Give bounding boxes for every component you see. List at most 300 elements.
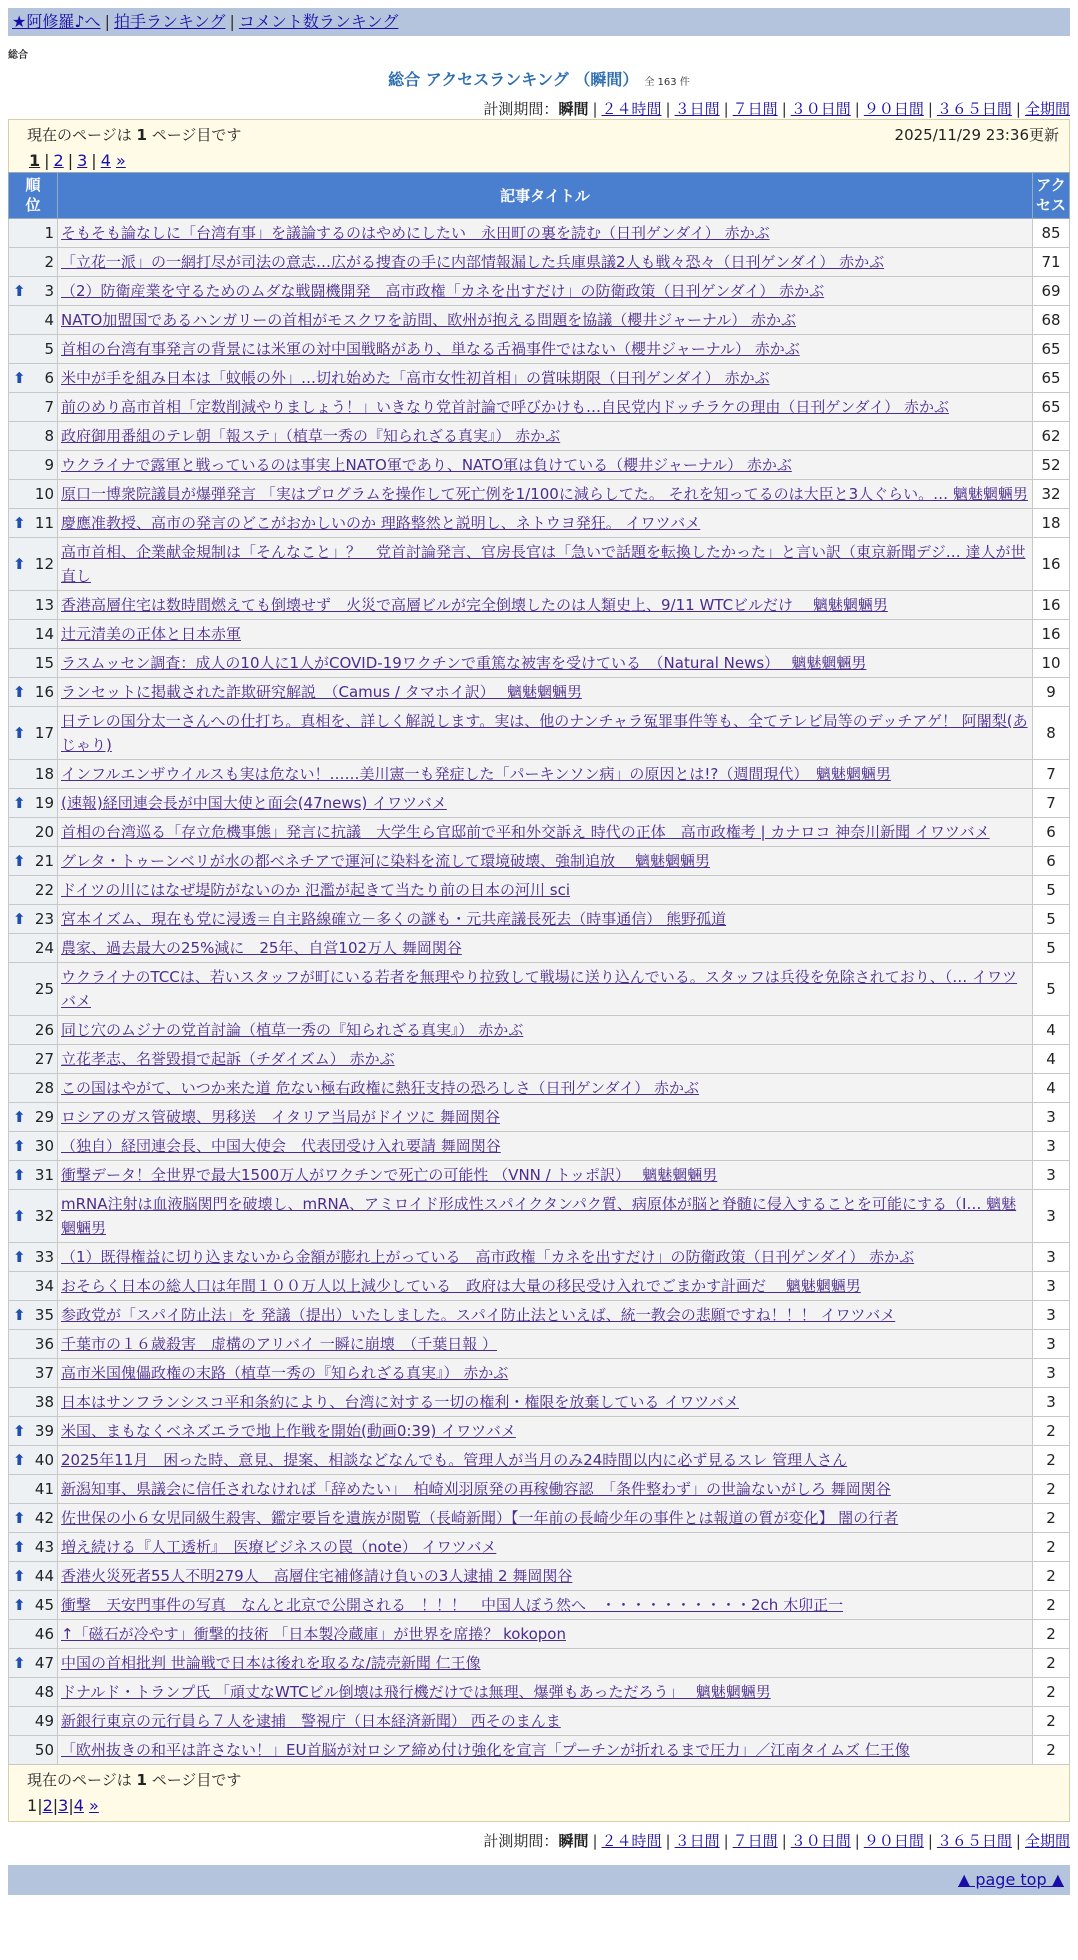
rank-number: 22 xyxy=(34,881,54,899)
article-link[interactable]: インフルエンザウイルスも実は危ない！……美川憲一も発症した「パーキンソン病」の原因とは!?（週間現代） 魑魅魍魎男 xyxy=(61,765,891,783)
period-option-1[interactable]: ２４時間 xyxy=(601,100,662,118)
access-count: 3 xyxy=(1033,1272,1070,1301)
period-option-4[interactable]: ３０日間 xyxy=(790,1832,851,1850)
title-cell xyxy=(58,789,1033,818)
rank-cell xyxy=(9,905,58,934)
article-link[interactable]: ドナルド・トランプ氏 「頑丈なWTCビル倒壊は飛行機だけでは無理、爆弾もあっただろう」 魑魅魍魎男 xyxy=(61,1683,771,1701)
rank-cell xyxy=(9,1649,58,1678)
article-link[interactable]: 新銀行東京の元行員ら７人を逮捕 警視庁（日本経済新聞） 西そのまんま xyxy=(61,1712,561,1730)
article-link[interactable]: 衝撃データ！全世界で最大1500万人がワクチンで死亡の可能性 （VNN / トッポ訳） 魑魅魍魎男 xyxy=(61,1166,718,1184)
table-row xyxy=(9,219,1070,248)
table-row xyxy=(9,509,1070,538)
table-row xyxy=(9,1388,1070,1417)
title-cell xyxy=(58,509,1033,538)
title-cell xyxy=(58,364,1033,393)
rank-cell xyxy=(9,1475,58,1504)
table-row xyxy=(9,1301,1070,1330)
rank-number: 3 xyxy=(44,282,54,300)
title-cell xyxy=(58,1272,1033,1301)
article-link[interactable]: 衝撃 天安門事件の写真 なんと北京で公開される ！！！ 中国人ぼう然へ ・・・・・・・・・・2ch 木卯正一 xyxy=(61,1596,844,1614)
access-count: 2 xyxy=(1033,1591,1070,1620)
period-option-5[interactable]: ９０日間 xyxy=(863,1832,924,1850)
up-arrow-icon: ⬆ xyxy=(13,282,26,300)
rank-number: 12 xyxy=(34,555,54,573)
title-cell xyxy=(58,451,1033,480)
table-row xyxy=(9,1446,1070,1475)
page-title-text: 総合 アクセスランキング （瞬間） xyxy=(388,70,639,89)
table-row xyxy=(9,451,1070,480)
table-row xyxy=(9,818,1070,847)
title-cell xyxy=(58,818,1033,847)
article-link[interactable]: そもそも論なしに「台湾有事」を議論するのはやめにしたい 永田町の裏を読む（日刊ゲンダイ） 赤かぶ xyxy=(61,224,770,242)
rank-cell xyxy=(9,393,58,422)
rank-cell xyxy=(9,335,58,364)
table-row xyxy=(9,1736,1070,1765)
rank-cell xyxy=(9,649,58,678)
access-count: 8 xyxy=(1033,707,1070,760)
article-link[interactable]: ラスムッセン調査：成人の10人に1人がCOVID-19ワクチンで重篤な被害を受けている （Natural News） 魑魅魍魎男 xyxy=(61,654,867,672)
article-link[interactable]: 千葉市の１６歳殺害 虚構のアリバイ 一瞬に崩壊 （千葉日報 ） xyxy=(61,1335,497,1353)
rank-number: 35 xyxy=(34,1306,54,1324)
rank-cell xyxy=(9,876,58,905)
title-cell xyxy=(58,1161,1033,1190)
rank-number: 40 xyxy=(34,1451,54,1469)
nav-clap-ranking-link[interactable]: 拍手ランキング xyxy=(113,12,226,31)
title-cell xyxy=(58,1591,1033,1620)
rank-number: 8 xyxy=(44,427,54,445)
rank-cell xyxy=(9,707,58,760)
rank-cell xyxy=(9,422,58,451)
up-arrow-icon: ⬆ xyxy=(13,1596,26,1614)
access-count: 5 xyxy=(1033,876,1070,905)
page-link-2[interactable]: 2 xyxy=(42,1796,53,1815)
table-row xyxy=(9,1132,1070,1161)
rank-cell xyxy=(9,1678,58,1707)
rank-cell xyxy=(9,509,58,538)
article-link[interactable]: 米中が手を組み日本は「蚊帳の外」…切れ始めた「高市女性初首相」の賞味期限（日刊ゲンダイ） 赤かぶ xyxy=(61,369,770,387)
rank-number: 39 xyxy=(34,1422,54,1440)
table-row xyxy=(9,1533,1070,1562)
article-link[interactable]: 増え続ける『人工透析』 医療ビジネスの罠（note） イワツバメ xyxy=(61,1538,497,1556)
access-count: 2 xyxy=(1033,1620,1070,1649)
table-row xyxy=(9,248,1070,277)
table-row xyxy=(9,1417,1070,1446)
period-option-7[interactable]: 全期間 xyxy=(1024,100,1070,118)
up-arrow-icon: ⬆ xyxy=(13,1451,26,1469)
article-link[interactable]: 首相の台湾有事発言の背景には米軍の対中国戦略があり、単なる舌禍事件ではない（櫻井ジャーナル） 赤かぶ xyxy=(61,340,800,358)
rank-cell xyxy=(9,1620,58,1649)
article-link[interactable]: 香港高層住宅は数時間燃えても倒壊せず 火災で高層ビルが完全倒壊したのは人類史上、9/11 WTCビルだけ 魑魅魍魎男 xyxy=(61,596,888,614)
article-link[interactable]: この国はやがて、いつか来た道 危ない極右政権に熱狂支持の恐ろしさ（日刊ゲンダイ） 赤かぶ xyxy=(61,1079,700,1097)
title-cell xyxy=(58,393,1033,422)
period-label: 計測期間： xyxy=(483,100,559,118)
rank-number: 47 xyxy=(34,1654,54,1672)
access-count: 3 xyxy=(1033,1190,1070,1243)
title-cell xyxy=(58,1649,1033,1678)
access-count: 4 xyxy=(1033,1074,1070,1103)
article-link[interactable]: 農家、過去最大の25%減に 25年、自営102万人 舞岡関谷 xyxy=(61,939,462,957)
up-arrow-icon: ⬆ xyxy=(13,555,26,573)
rank-cell xyxy=(9,1504,58,1533)
period-selector-top: 計測期間：瞬間 | ２４時間 | ３日間 | ７日間 | ３０日間 | ９０日間 | ３６５日間 | 全期間 xyxy=(483,100,1070,118)
rank-number: 30 xyxy=(34,1137,54,1155)
article-link[interactable]: ウクライナで露軍と戦っているのは事実上NATO軍であり、NATO軍は負けている（櫻井ジャーナル） 赤かぶ xyxy=(61,456,792,474)
title-cell xyxy=(58,219,1033,248)
access-count: 2 xyxy=(1033,1533,1070,1562)
period-option-6[interactable]: ３６５日間 xyxy=(936,100,1012,118)
rank-cell xyxy=(9,1562,58,1591)
table-row xyxy=(9,649,1070,678)
article-link[interactable]: ウクライナのTCCは、若いスタッフが町にいる若者を無理やり拉致して戦場に送り込んでいる。スタッフは兵役を免除されており、（… イワツバメ xyxy=(61,968,1018,1010)
title-cell xyxy=(58,963,1033,1016)
rank-cell xyxy=(9,364,58,393)
article-link[interactable]: 政府御用番組のテレ朝「報ステ」（植草一秀の『知られざる真実』） 赤かぶ xyxy=(61,427,561,445)
title-cell xyxy=(58,1330,1033,1359)
rank-cell xyxy=(9,219,58,248)
article-link[interactable]: 辻元清美の正体と日本赤軍 xyxy=(61,625,242,643)
access-count: 3 xyxy=(1033,1161,1070,1190)
rank-number: 43 xyxy=(34,1538,54,1556)
rank-cell xyxy=(9,1388,58,1417)
article-link[interactable]: 「立花一派」の一網打尽が司法の意志…広がる捜査の手に内部情報漏した兵庫県議2人も戦々恐々（日刊ゲンダイ） 赤かぶ xyxy=(61,253,885,271)
article-link[interactable]: 日本はサンフランシスコ平和条約により、台湾に対する一切の権利・権限を放棄している イワツバメ xyxy=(61,1393,739,1411)
table-row xyxy=(9,591,1070,620)
table-row xyxy=(9,1190,1070,1243)
rank-number: 45 xyxy=(34,1596,54,1614)
title-cell xyxy=(58,1359,1033,1388)
table-row xyxy=(9,277,1070,306)
title-cell xyxy=(58,934,1033,963)
page-link-2[interactable]: 2 xyxy=(53,151,64,170)
access-count: 5 xyxy=(1033,934,1070,963)
up-arrow-icon: ⬆ xyxy=(13,514,26,532)
title-cell xyxy=(58,1707,1033,1736)
table-row xyxy=(9,1243,1070,1272)
article-link[interactable]: 参政党が「スパイ防止法」を 発議（提出）いたしました。スパイ防止法といえば、統一教会の悲願ですね！！！ イワツバメ xyxy=(61,1306,896,1324)
title-cell xyxy=(58,760,1033,789)
nav-home-link[interactable]: ★阿修羅♪へ xyxy=(12,12,101,31)
rank-cell xyxy=(9,451,58,480)
title-cell xyxy=(58,678,1033,707)
period-option-2[interactable]: ３日間 xyxy=(674,1832,720,1850)
article-link[interactable]: 高市米国傀儡政権の末路（植草一秀の『知られざる真実』） 赤かぶ xyxy=(61,1364,509,1382)
article-link[interactable]: ロシアのガス管破壊、男移送 イタリア当局がドイツに 舞岡関谷 xyxy=(61,1108,501,1126)
rank-number: 34 xyxy=(34,1277,54,1295)
access-count: 7 xyxy=(1033,760,1070,789)
rank-cell xyxy=(9,1016,58,1045)
article-link[interactable]: 慶應准教授、高市の発言のどこがおかしいのか 理路整然と説明し、ネトウヨ発狂。 イワツバメ xyxy=(61,514,701,532)
title-cell xyxy=(58,335,1033,364)
page-link-4[interactable]: 4 xyxy=(73,1796,84,1815)
access-count: 2 xyxy=(1033,1446,1070,1475)
access-count: 85 xyxy=(1033,219,1070,248)
access-count: 68 xyxy=(1033,306,1070,335)
rank-number: 48 xyxy=(34,1683,54,1701)
title-cell xyxy=(58,1132,1033,1161)
period-option-6[interactable]: ３６５日間 xyxy=(936,1832,1012,1850)
table-row xyxy=(9,364,1070,393)
rank-number: 36 xyxy=(34,1335,54,1353)
article-link[interactable]: 原口一博衆院議員が爆弾発言 「実はプログラムを操作して死亡例を1/100に減らしてた。 それを知ってるのは大臣と3人ぐらい。… 魑魅魍魎男 xyxy=(61,485,1028,503)
access-count: 3 xyxy=(1033,1330,1070,1359)
rank-cell xyxy=(9,1045,58,1074)
article-link[interactable]: 香港火災死者55人不明279人 高層住宅補修請け負いの3人逮捕 2 舞岡関谷 xyxy=(61,1567,573,1585)
period-option-1[interactable]: ２４時間 xyxy=(601,1832,662,1850)
table-row xyxy=(9,934,1070,963)
rank-number: 19 xyxy=(34,794,54,812)
title-cell xyxy=(58,1417,1033,1446)
rank-number: 14 xyxy=(34,625,54,643)
access-count: 2 xyxy=(1033,1475,1070,1504)
rank-number: 41 xyxy=(34,1480,54,1498)
title-cell xyxy=(58,707,1033,760)
title-cell xyxy=(58,1446,1033,1475)
up-arrow-icon: ⬆ xyxy=(13,910,26,928)
rank-number: 2 xyxy=(44,253,54,271)
period-label: 計測期間： xyxy=(483,1832,559,1850)
rank-cell xyxy=(9,277,58,306)
period-option-3[interactable]: ７日間 xyxy=(732,100,778,118)
article-link[interactable]: 「欧州抜きの和平は許さない！」EU首脳が対ロシア締め付け強化を宣言「プーチンが折れるまで圧力」／江南タイムズ 仁王像 xyxy=(61,1741,910,1759)
up-arrow-icon: ⬆ xyxy=(13,794,26,812)
page-title xyxy=(8,67,1070,90)
page-info-top xyxy=(8,119,1070,172)
title-cell xyxy=(58,847,1033,876)
rank-number: 44 xyxy=(34,1567,54,1585)
access-count: 65 xyxy=(1033,393,1070,422)
page-link-3[interactable]: 3 xyxy=(77,151,88,170)
access-count: 6 xyxy=(1033,847,1070,876)
up-arrow-icon: ⬆ xyxy=(13,683,26,701)
rank-cell xyxy=(9,1301,58,1330)
table-row xyxy=(9,335,1070,364)
access-count: 6 xyxy=(1033,818,1070,847)
access-count: 16 xyxy=(1033,591,1070,620)
table-row xyxy=(9,1359,1070,1388)
access-count: 2 xyxy=(1033,1649,1070,1678)
item-count: 全 163 件 xyxy=(644,77,690,88)
access-count: 5 xyxy=(1033,963,1070,1016)
title-cell xyxy=(58,1301,1033,1330)
title-cell xyxy=(58,1190,1033,1243)
table-row xyxy=(9,1161,1070,1190)
title-cell xyxy=(58,591,1033,620)
table-row xyxy=(9,538,1070,591)
article-link[interactable]: 新潟知事、県議会に信任されなければ「辞めたい」 柏崎刈羽原発の再稼働容認 「条件整わず」の世論ないがしろ 舞岡関谷 xyxy=(61,1480,891,1498)
rank-number: 32 xyxy=(34,1207,54,1225)
access-count: 2 xyxy=(1033,1504,1070,1533)
access-count: 18 xyxy=(1033,509,1070,538)
rank-cell xyxy=(9,1533,58,1562)
access-count: 2 xyxy=(1033,1562,1070,1591)
up-arrow-icon: ⬆ xyxy=(13,1207,26,1225)
rank-number: 10 xyxy=(34,485,54,503)
header-rank: 順位 xyxy=(9,173,58,219)
table-row xyxy=(9,1620,1070,1649)
article-link[interactable]: (速報)経団連会長が中国大使と面会(47news) イワツバメ xyxy=(61,794,447,812)
rank-cell xyxy=(9,1190,58,1243)
table-row xyxy=(9,1591,1070,1620)
title-cell xyxy=(58,1504,1033,1533)
up-arrow-icon: ⬆ xyxy=(13,1166,26,1184)
up-arrow-icon: ⬆ xyxy=(13,724,26,742)
title-cell xyxy=(58,277,1033,306)
table-row xyxy=(9,1649,1070,1678)
article-link[interactable]: ↑「磁石が冷やす」衝撃的技術 「日本製冷蔵庫」が世界を席捲？ kokopon xyxy=(61,1625,566,1643)
next-page-link[interactable]: » xyxy=(89,1796,99,1815)
article-link[interactable]: 立花孝志、名誉毀損で起訴（チダイズム） 赤かぶ xyxy=(61,1050,395,1068)
table-row xyxy=(9,963,1070,1016)
article-link[interactable]: 日テレの国分太一さんへの仕打ち。真相を、詳しく解説します。実は、他のナンチャラ冤罪事件等も、全てテレビ局等のデッチアゲ！ 阿闍梨(あじゃり) xyxy=(61,712,1028,754)
article-link[interactable]: おそらく日本の総人口は年間１００万人以上減少している 政府は大量の移民受け入れでごまかす計画だ 魑魅魍魎男 xyxy=(61,1277,861,1295)
article-link[interactable]: 米国、まもなくベネズエラで地上作戦を開始(動画0:39) イワツバメ xyxy=(61,1422,516,1440)
rank-number: 23 xyxy=(34,910,54,928)
table-row xyxy=(9,760,1070,789)
title-cell xyxy=(58,649,1033,678)
title-cell xyxy=(58,1736,1033,1765)
access-count: 7 xyxy=(1033,789,1070,818)
article-link[interactable]: 高市首相、企業献金規制は「そんなこと」？ 党首討論発言、官房長官は「急いで話題を転換したかった」と言い訳（東京新聞デジ… 達人が世直し xyxy=(61,543,1026,585)
table-row xyxy=(9,707,1070,760)
rank-cell xyxy=(9,1132,58,1161)
up-arrow-icon: ⬆ xyxy=(13,1306,26,1324)
nav-comment-ranking-link[interactable]: コメント数ランキング xyxy=(238,12,399,31)
table-row xyxy=(9,306,1070,335)
article-link[interactable]: （2）防衛産業を守るためのムダな戦闘機開発 高市政権「カネを出すだけ」の防衛政策（日刊ゲンダイ） 赤かぶ xyxy=(61,282,825,300)
up-arrow-icon: ⬆ xyxy=(13,1422,26,1440)
access-count: 69 xyxy=(1033,277,1070,306)
rank-cell xyxy=(9,1359,58,1388)
title-cell xyxy=(58,1074,1033,1103)
up-arrow-icon: ⬆ xyxy=(13,369,26,387)
page-top-link[interactable]: ▲ page top ▲ xyxy=(957,1870,1064,1889)
article-link[interactable]: （1）既得権益に切り込まないから金額が膨れ上がっている 高市政権「カネを出すだけ」の防衛政策（日刊ゲンダイ） 赤かぶ xyxy=(61,1248,915,1266)
access-count: 3 xyxy=(1033,1243,1070,1272)
table-row xyxy=(9,1678,1070,1707)
period-selector-bottom: 計測期間：瞬間 | ２４時間 | ３日間 | ７日間 | ３０日間 | ９０日間 | ３６５日間 | 全期間 xyxy=(483,1832,1070,1850)
article-link[interactable]: NATO加盟国であるハンガリーの首相がモスクワを訪問、欧州が抱える問題を協議（櫻井ジャーナル） 赤かぶ xyxy=(61,311,797,329)
access-count: 32 xyxy=(1033,480,1070,509)
rank-number: 6 xyxy=(44,369,54,387)
table-row xyxy=(9,789,1070,818)
rank-cell xyxy=(9,1591,58,1620)
rank-number: 29 xyxy=(34,1108,54,1126)
rank-cell xyxy=(9,1272,58,1301)
article-link[interactable]: （独自）経団連会長、中国大使会 代表団受け入れ要請 舞岡関谷 xyxy=(61,1137,501,1155)
article-link[interactable]: 前のめり高市首相「定数削減やりましょう！」いきなり党首討論で呼びかけも…自民党内ドッチラケの理由（日刊ゲンダイ） 赤かぶ xyxy=(61,398,949,416)
access-count: 3 xyxy=(1033,1103,1070,1132)
up-arrow-icon: ⬆ xyxy=(13,1567,26,1585)
title-cell xyxy=(58,1533,1033,1562)
category-label: 総合 xyxy=(8,50,28,61)
page-link-3[interactable]: 3 xyxy=(58,1796,69,1815)
rank-cell xyxy=(9,934,58,963)
access-count: 62 xyxy=(1033,422,1070,451)
table-row xyxy=(9,1330,1070,1359)
table-row xyxy=(9,1504,1070,1533)
table-row xyxy=(9,620,1070,649)
title-cell xyxy=(58,1103,1033,1132)
access-count: 2 xyxy=(1033,1707,1070,1736)
access-count: 16 xyxy=(1033,620,1070,649)
rank-cell xyxy=(9,1446,58,1475)
period-option-2[interactable]: ３日間 xyxy=(674,100,720,118)
page-link-1: 1 xyxy=(29,151,41,170)
rank-cell xyxy=(9,1417,58,1446)
rank-number: 15 xyxy=(34,654,54,672)
period-option-3[interactable]: ７日間 xyxy=(732,1832,778,1850)
article-link[interactable]: ドイツの川にはなぜ堤防がないのか 氾濫が起きて当たり前の日本の河川 sci xyxy=(61,881,571,899)
rank-number: 33 xyxy=(34,1248,54,1266)
article-link[interactable]: 中国の首相批判 世論戦で日本は後れを取るな/読売新聞 仁王像 xyxy=(61,1654,481,1672)
access-count: 65 xyxy=(1033,335,1070,364)
rank-number: 37 xyxy=(34,1364,54,1382)
rank-number: 28 xyxy=(34,1079,54,1097)
period-option-5[interactable]: ９０日間 xyxy=(863,100,924,118)
table-row xyxy=(9,480,1070,509)
rank-cell xyxy=(9,760,58,789)
ranking-table xyxy=(8,172,1070,1765)
table-row xyxy=(9,1045,1070,1074)
table-row xyxy=(9,393,1070,422)
article-link[interactable]: mRNA注射は血液脳関門を破壊し、mRNA、アミロイド形成性スパイクタンパク質、病原体が脳と脊髄に侵入することを可能にする（I… 魑魅魍魎男 xyxy=(61,1195,1017,1237)
page-info-bottom xyxy=(8,1765,1070,1822)
rank-number: 13 xyxy=(34,596,54,614)
article-link[interactable]: 佐世保の小６女児同級生殺害、鑑定要旨を遺族が閲覧（長崎新聞）【一年前の長崎少年の事件とは報道の質が変化】 闇の行者 xyxy=(61,1509,899,1527)
table-row xyxy=(9,1016,1070,1045)
title-cell xyxy=(58,1016,1033,1045)
access-count: 3 xyxy=(1033,1132,1070,1161)
up-arrow-icon: ⬆ xyxy=(13,1509,26,1527)
title-cell xyxy=(58,1678,1033,1707)
access-count: 2 xyxy=(1033,1417,1070,1446)
period-option-4[interactable]: ３０日間 xyxy=(790,100,851,118)
rank-number: 5 xyxy=(44,340,54,358)
period-option-7[interactable]: 全期間 xyxy=(1024,1832,1070,1850)
access-count: 10 xyxy=(1033,649,1070,678)
article-link[interactable]: ランセットに掲載された詐欺研究解説 （Camus / タマホイ訳） 魑魅魍魎男 xyxy=(61,683,582,701)
rank-number: 20 xyxy=(34,823,54,841)
rank-number: 18 xyxy=(34,765,54,783)
top-nav: ★阿修羅♪へ | 拍手ランキング | コメント数ランキング xyxy=(8,8,1070,36)
pagination-bottom: 1|2|3|4 » xyxy=(27,1796,99,1815)
title-cell xyxy=(58,620,1033,649)
current-page-text: 現在のページは 1 ページ目です xyxy=(27,126,242,144)
updated-timestamp: 2025/11/29 23:36更新 xyxy=(894,126,1059,144)
table-row xyxy=(9,678,1070,707)
up-arrow-icon: ⬆ xyxy=(13,1137,26,1155)
next-page-link[interactable]: » xyxy=(115,151,126,170)
rank-cell xyxy=(9,1736,58,1765)
access-count: 9 xyxy=(1033,678,1070,707)
rank-cell xyxy=(9,538,58,591)
article-link[interactable]: 2025年11月 困った時、意見、提案、相談などなんでも。管理人が当月のみ24時間以内に必ず見るスレ 管理人さん xyxy=(61,1451,848,1469)
rank-number: 21 xyxy=(34,852,54,870)
up-arrow-icon: ⬆ xyxy=(13,1108,26,1126)
article-link[interactable]: 宮本イズム、現在も党に浸透＝自主路線確立－多くの謎も・元共産議長死去（時事通信） 熊野孤道 xyxy=(61,910,727,928)
access-count: 16 xyxy=(1033,538,1070,591)
article-link[interactable]: グレタ・トゥーンベリが水の都ベネチアで運河に染料を流して環境破壊、強制追放 魑魅魍魎男 xyxy=(61,852,710,870)
access-count: 4 xyxy=(1033,1045,1070,1074)
rank-number: 31 xyxy=(34,1166,54,1184)
rank-number: 46 xyxy=(34,1625,54,1643)
access-count: 71 xyxy=(1033,248,1070,277)
article-link[interactable]: 同じ穴のムジナの党首討論（植草一秀の『知られざる真実』） 赤かぶ xyxy=(61,1021,524,1039)
rank-number: 11 xyxy=(34,514,54,532)
article-link[interactable]: 首相の台湾巡る「存立危機事態」発言に抗議 大学生ら官邸前で平和外交訴え 時代の正体 高市政権考 | カナロコ 神奈川新聞 イワツバメ xyxy=(61,823,990,841)
rank-number: 9 xyxy=(44,456,54,474)
page-link-4[interactable]: 4 xyxy=(100,151,111,170)
